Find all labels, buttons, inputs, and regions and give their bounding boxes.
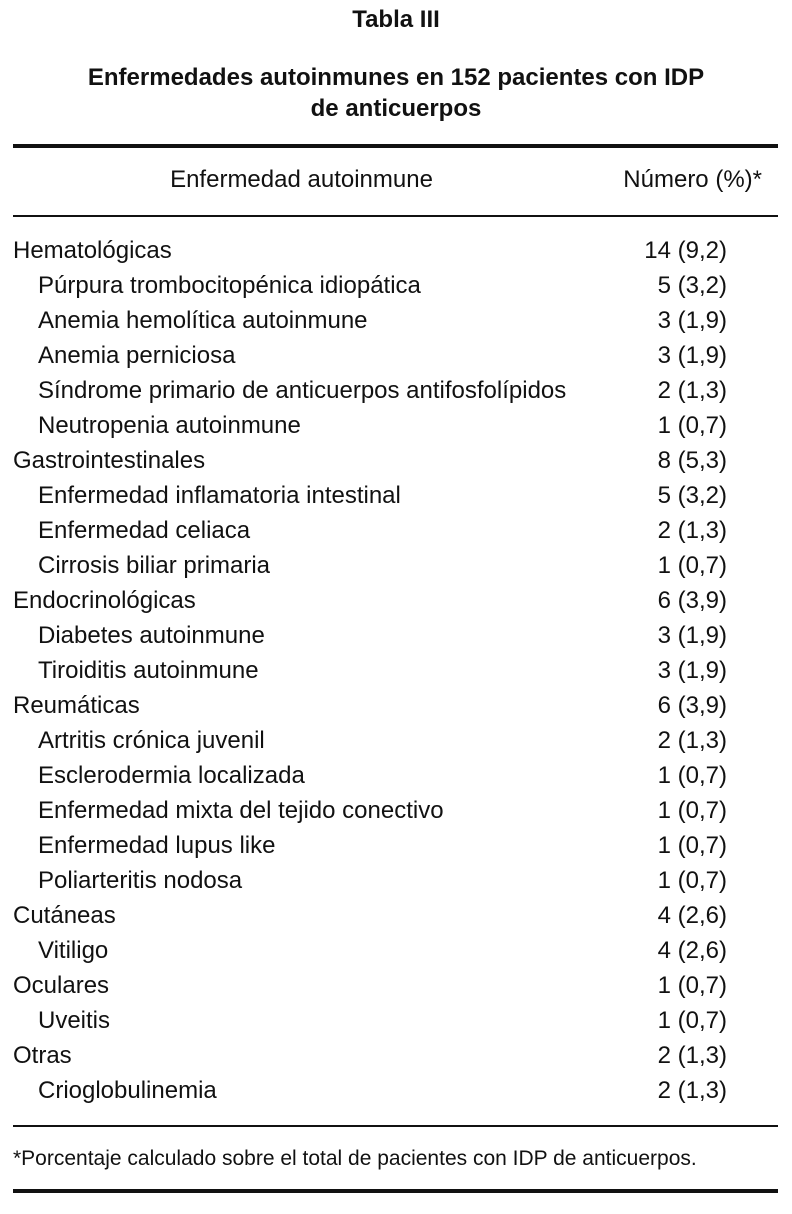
row-value: 3 (1,9) [657,307,727,334]
table-row-subcategory [13,758,778,793]
row-label: Cirrosis biliar primaria [38,552,271,579]
row-value: 1 (0,7) [657,797,727,824]
row-label: Enfermedad inflamatoria intestinal [38,482,401,509]
table-footnote: *Porcentaje calculado sobre el total de pacientes con IDP de anticuerpos. [13,1147,697,1170]
row-value: 2 (1,3) [657,727,727,754]
table-row-subcategory [13,1003,778,1038]
table-row-subcategory [13,653,778,688]
table-row-category [13,233,778,268]
table-row-category [13,583,778,618]
row-value: 8 (5,3) [657,447,727,474]
table-top-rule [13,144,778,148]
table-row-category [13,688,778,723]
table-title-line-2: de anticuerpos [310,95,482,122]
row-value: 3 (1,9) [657,622,727,649]
row-label: Esclerodermia localizada [38,762,305,789]
table-row-category [13,968,778,1003]
row-label: Anemia hemolítica autoinmune [38,307,368,334]
row-label: Púrpura trombocitopénica idiopática [38,272,421,299]
table-title [0,62,792,124]
table-header-rule [13,215,778,217]
row-label: Gastrointestinales [13,447,206,474]
row-value: 6 (3,9) [657,692,727,719]
row-label: Otras [13,1042,72,1069]
table-row-category [13,898,778,933]
row-value: 1 (0,7) [657,552,727,579]
row-value: 1 (0,7) [657,867,727,894]
table-row-subcategory [13,303,778,338]
table-row-subcategory [13,933,778,968]
row-value: 4 (2,6) [657,937,727,964]
row-label: Crioglobulinemia [38,1077,217,1104]
table-row-subcategory [13,863,778,898]
table-row-subcategory [13,828,778,863]
table-row-subcategory [13,548,778,583]
table-row-subcategory [13,373,778,408]
row-value: 3 (1,9) [657,342,727,369]
row-value: 14 (9,2) [644,237,727,264]
row-label: Endocrinológicas [13,587,196,614]
table-body [13,233,778,1108]
row-label: Enfermedad lupus like [38,832,276,859]
row-label: Vitiligo [38,937,109,964]
row-label: Cutáneas [13,902,116,929]
row-label: Anemia perniciosa [38,342,236,369]
row-label: Diabetes autoinmune [38,622,265,649]
row-value: 3 (1,9) [657,657,727,684]
row-value: 2 (1,3) [657,377,727,404]
row-value: 2 (1,3) [657,517,727,544]
row-label: Oculares [13,972,110,999]
row-label: Síndrome primario de anticuerpos antifosfolípidos [38,377,567,404]
table-row-subcategory [13,723,778,758]
row-label: Reumáticas [13,692,140,719]
table-row-subcategory [13,1073,778,1108]
table-row-subcategory [13,268,778,303]
table-row-subcategory [13,793,778,828]
table-row-subcategory [13,478,778,513]
row-label: Hematológicas [13,237,172,264]
row-value: 4 (2,6) [657,902,727,929]
row-label: Tiroiditis autoinmune [38,657,259,684]
table-label: Tabla III [352,6,440,33]
table-row-subcategory [13,338,778,373]
row-label: Artritis crónica juvenil [38,727,265,754]
row-label: Uveitis [38,1007,111,1034]
table-row-subcategory [13,408,778,443]
row-label: Enfermedad mixta del tejido conectivo [38,797,444,824]
row-value: 5 (3,2) [657,272,727,299]
row-value: 2 (1,3) [657,1042,727,1069]
table-bottom-rule [13,1189,778,1193]
table-row-subcategory [13,513,778,548]
table-footer-rule [13,1125,778,1127]
header-number: Número (%)* [623,166,762,193]
row-value: 1 (0,7) [657,762,727,789]
row-value: 6 (3,9) [657,587,727,614]
row-value: 1 (0,7) [657,832,727,859]
row-value: 1 (0,7) [657,412,727,439]
row-value: 5 (3,2) [657,482,727,509]
table-row-subcategory [13,618,778,653]
row-value: 2 (1,3) [657,1077,727,1104]
row-label: Neutropenia autoinmune [38,412,301,439]
row-value: 1 (0,7) [657,972,727,999]
row-value: 1 (0,7) [657,1007,727,1034]
table-title-line-1: Enfermedades autoinmunes en 152 pacientes con IDP [87,64,705,91]
table-row-category [13,1038,778,1073]
row-label: Enfermedad celiaca [38,517,251,544]
header-disease: Enfermedad autoinmune [170,166,433,193]
table-row-category [13,443,778,478]
row-label: Poliarteritis nodosa [38,867,243,894]
